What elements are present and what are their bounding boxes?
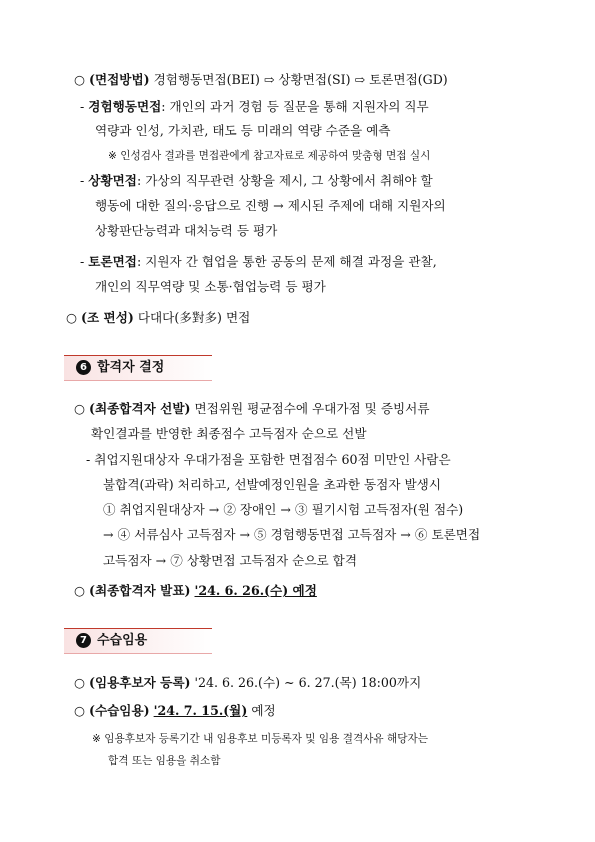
final-selection-item (74, 401, 430, 417)
si-text-line1: : 가상의 직무관련 상황을 제시, 그 상황에서 취해야 할 (136, 173, 433, 188)
section-number-badge: 7 (76, 633, 91, 648)
section-7-header (64, 628, 212, 654)
tiebreak-text-line3: ① 취업지원대상자 → ② 장애인 → ③ 필기시험 고득점자(원 점수) (103, 502, 464, 517)
dash-marker: - (80, 254, 85, 269)
announce-date: '24. 6. 26.(수) 예정 (194, 583, 317, 598)
final-selection-text-line2: 확인결과를 반영한 최종점수 고득점자 순으로 선발 (91, 426, 367, 441)
section-number-badge: 6 (76, 360, 91, 375)
tiebreak-text-line4: → ④ 서류심사 고득점자 → ⑤ 경험행동면접 고득점자 → ⑥ 토론면접 (103, 527, 481, 542)
bei-item (80, 99, 429, 115)
appoint-item (74, 703, 276, 719)
final-selection-text-line1: 면접위원 평균점수에 우대가점 및 증빙서류 (194, 401, 430, 416)
final-selection-label: (최종합격자 선발) (89, 401, 191, 416)
bullet-circle: ○ (74, 72, 85, 87)
register-label: (임용후보자 등록) (89, 675, 191, 690)
bullet-circle: ○ (66, 310, 77, 325)
si-item (80, 173, 433, 189)
appoint-date: '24. 7. 15.(월) (153, 703, 248, 718)
dash-marker: - (80, 173, 85, 188)
tiebreak-text-line1: 취업지원대상자 우대가점을 포함한 면접점수 60점 미만인 사람은 (94, 452, 451, 467)
tiebreak-text-line5: 고득점자 → ⑦ 상황면접 고득점자 순으로 합격 (103, 553, 357, 568)
si-text-line2: 행동에 대한 질의·응답으로 진행 → 제시된 주제에 대해 지원자의 (95, 198, 446, 213)
group-item (66, 310, 250, 326)
bullet-circle: ○ (74, 703, 85, 718)
section-6-header (64, 355, 212, 381)
bullet-circle: ○ (74, 675, 85, 690)
section-6-title: 합격자 결정 (97, 360, 165, 375)
si-text-line3: 상황판단능력과 대처능력 등 평가 (95, 223, 278, 238)
dash-marker: - (80, 99, 85, 114)
register-text: '24. 6. 26.(수) ~ 6. 27.(목) 18:00까지 (194, 675, 422, 690)
gd-text-line1: : 지원자 간 협업을 통한 공동의 문제 해결 과정을 관찰, (136, 254, 437, 269)
group-label: (조 편성) (81, 310, 134, 325)
gd-text-line2: 개인의 직무역량 및 소통·협업능력 등 평가 (95, 279, 326, 294)
bullet-circle: ○ (74, 583, 85, 598)
appoint-suffix: 예정 (251, 703, 276, 718)
appoint-note-line2: 합격 또는 임용을 취소함 (108, 755, 221, 767)
bei-label: 경험행동면접 (88, 99, 162, 114)
si-label: 상황면접 (88, 173, 137, 188)
announce-label: (최종합격자 발표) (89, 583, 191, 598)
group-text: 다대다(多對多) 면접 (137, 310, 251, 325)
section-7-title: 수습임용 (97, 633, 148, 648)
appoint-note-line1: ※ 임용후보자 등록기간 내 임용후보 미등록자 및 임용 결격사유 해당자는 (92, 733, 428, 745)
bullet-circle: ○ (74, 401, 85, 416)
register-item (74, 675, 421, 691)
interview-method-text: 경험행동면접(BEI) ⇨ 상황면접(SI) ⇨ 토론면접(GD) (153, 72, 448, 87)
appoint-label: (수습임용) (89, 703, 150, 718)
tiebreak-item (86, 452, 451, 468)
gd-item (80, 254, 437, 270)
bei-note: ※ 인성검사 결과를 면접관에게 참고자료로 제공하여 맞춤형 면접 실시 (108, 150, 431, 162)
interview-method-item (74, 72, 448, 88)
interview-method-label: (면접방법) (89, 72, 150, 87)
tiebreak-text-line2: 불합격(과락) 처리하고, 선발예정인원을 초과한 동점자 발생시 (103, 477, 441, 492)
bei-text-line2: 역량과 인성, 가치관, 태도 등 미래의 역량 수준을 예측 (95, 123, 391, 138)
announce-item (74, 583, 317, 599)
dash-marker: - (86, 452, 91, 467)
bei-text-line1: : 개인의 과거 경험 등 질문을 통해 지원자의 직무 (161, 99, 429, 114)
gd-label: 토론면접 (88, 254, 137, 269)
